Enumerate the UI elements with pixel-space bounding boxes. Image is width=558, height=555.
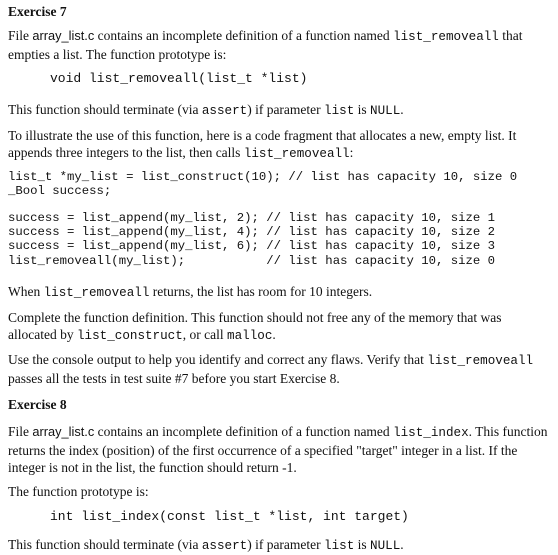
function-name: list_index	[393, 426, 469, 440]
ex8-prototype-intro: The function prototype is:	[8, 484, 149, 499]
ex7-function-prototype: void list_removeall(list_t *list)	[50, 71, 308, 86]
ex7-complete-paragraph: Complete the function definition. This function should not free any of the memory that was allocated by list_construct, or call malloc.	[8, 310, 502, 343]
exercise-8-heading: Exercise 8	[8, 397, 67, 412]
code-block-declarations	[8, 170, 517, 198]
ex8-intro-paragraph: File array_list.c contains an incomplete definition of a function named list_index. This function returns the index (position) of the first occurrence of a specified "target" integer in a list. If the integer is not in the list, the function should return -1.	[8, 424, 548, 475]
exercise-7-heading: Exercise 7	[8, 4, 67, 19]
code-block-appends	[8, 211, 495, 268]
code-line: list_removeall(my_list); // list has capacity 10, size 0	[8, 253, 496, 268]
ex7-return-paragraph: When list_removeall returns, the list has room for 10 integers.	[8, 284, 373, 300]
ex7-assert-paragraph: This function should terminate (via assert) if parameter list is NULL.	[8, 102, 404, 118]
code-line: _Bool success;	[8, 184, 112, 199]
code-line: success = list_append(my_list, 6); // list has capacity 10, size 3	[8, 239, 496, 254]
filename: array_list.c	[32, 28, 95, 43]
ex7-console-paragraph: Use the console output to help you identify and correct any flaws. Verify that list_removeall passes all the tests in test suite #7 before you start Exercise 8.	[8, 352, 534, 386]
ex7-intro-paragraph: File array_list.c contains an incomplete definition of a function named list_removeall that empties a list. The function prototype is:	[8, 28, 523, 62]
code-line: success = list_append(my_list, 2); // list has capacity 10, size 1	[8, 211, 496, 225]
function-name: list_removeall	[393, 30, 499, 44]
code-line: success = list_append(my_list, 4); // list has capacity 10, size 2	[8, 225, 496, 240]
ex8-assert-paragraph: This function should terminate (via assert) if parameter list is NULL.	[8, 537, 404, 553]
ex8-function-prototype: int list_index(const list_t *list, int target)	[50, 509, 409, 524]
code-line: list_t *my_list = list_construct(10); // list has capacity 10, size 0	[8, 170, 518, 184]
filename: array_list.c	[32, 424, 95, 439]
ex7-illustration-paragraph: To illustrate the use of this function, here is a code fragment that allocates a new, empty list. It appends three integers to the list, then calls list_removeall:	[8, 128, 517, 161]
